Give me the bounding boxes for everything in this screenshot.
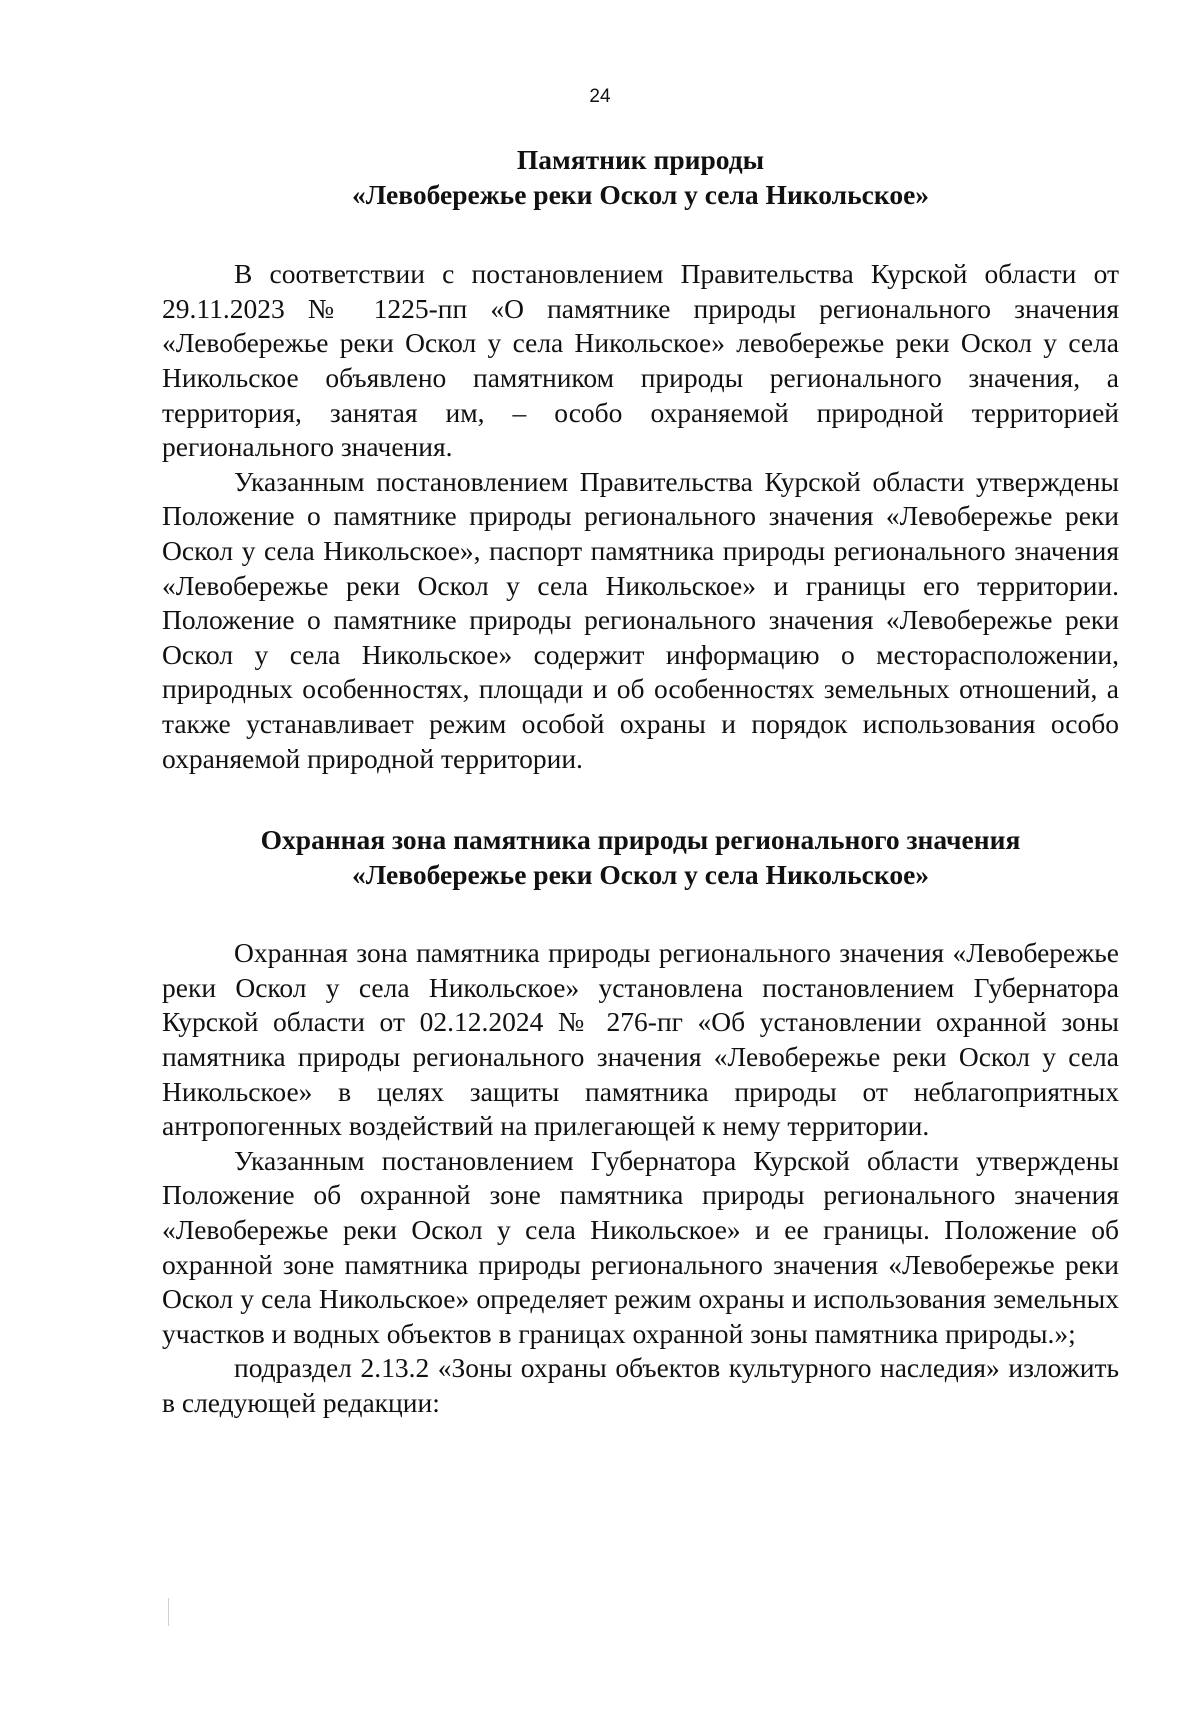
paragraph: Указанным постановлением Правительства Курской области утверждены Положение о памятнике природы регионального значения «Левобережье реки Оскол у села Никольское», паспорт памятника природы регионального значения «Левобережье реки Оскол у села Никольское» и границы его территории. Положение о памятнике природы регионального значения «Левобережье реки Оскол у села Никольское» содержит информацию о месторасположении, природных особенностях, площади и об особенностях земельных отношений, а также устанавливает режим особой охраны и порядок использования особо охраняемой природной территории. [162, 465, 1119, 774]
paragraph: Указанным постановлением Губернатора Курской области утверждены Положение об охранной зоне памятника природы регионального значения «Левобережье реки Оскол у села Никольское» и ее границы. Положение об охранной зоне памятника природы регионального значения «Левобережье реки Оскол у села Никольское» определяет режим охраны и использования земельных участков и водных объектов в границах охранной зоны памятника природы.»; [162, 1144, 1119, 1349]
paragraph: подраздел 2.13.2 «Зоны охраны объектов культурного наследия» изложить в следующей редакции: [162, 1352, 1119, 1418]
section-heading-nature-monument [162, 143, 1119, 212]
section-heading-protection-zone [162, 823, 1119, 892]
heading-line-2: «Левобережье реки Оскол у села Никольское» [351, 858, 930, 890]
scan-artifact [168, 1598, 169, 1626]
heading-line-1: Охранная зона памятника природы регионального значения [260, 824, 1021, 856]
paragraph: В соответствии с постановлением Правительства Курской области от 29.11.2023 № 1225-пп «О памятнике природы регионального значения «Левобережье реки Оскол у села Никольское» левобережье реки Оскол у села Никольское объявлено памятником природы регионального значения, а территория, занятая им, – особо охраняемой природной территорией регионального значения. [162, 258, 1119, 463]
document-body [162, 143, 1119, 1421]
page-number: 24 [589, 86, 611, 107]
heading-line-1: Памятник природы [516, 144, 765, 175]
paragraph: Охранная зона памятника природы регионального значения «Левобережье реки Оскол у села Никольское» установлена постановлением Губернатора Курской области от 02.12.2024 № 276-пг «Об установлении охранной зоны памятника природы регионального значения «Левобережье реки Оскол у села Никольское» в целях защиты памятника природы от неблагоприятных антропогенных воздействий на прилегающей к нему территории. [162, 937, 1119, 1142]
heading-line-2: «Левобережье реки Оскол у села Никольское» [351, 178, 930, 210]
